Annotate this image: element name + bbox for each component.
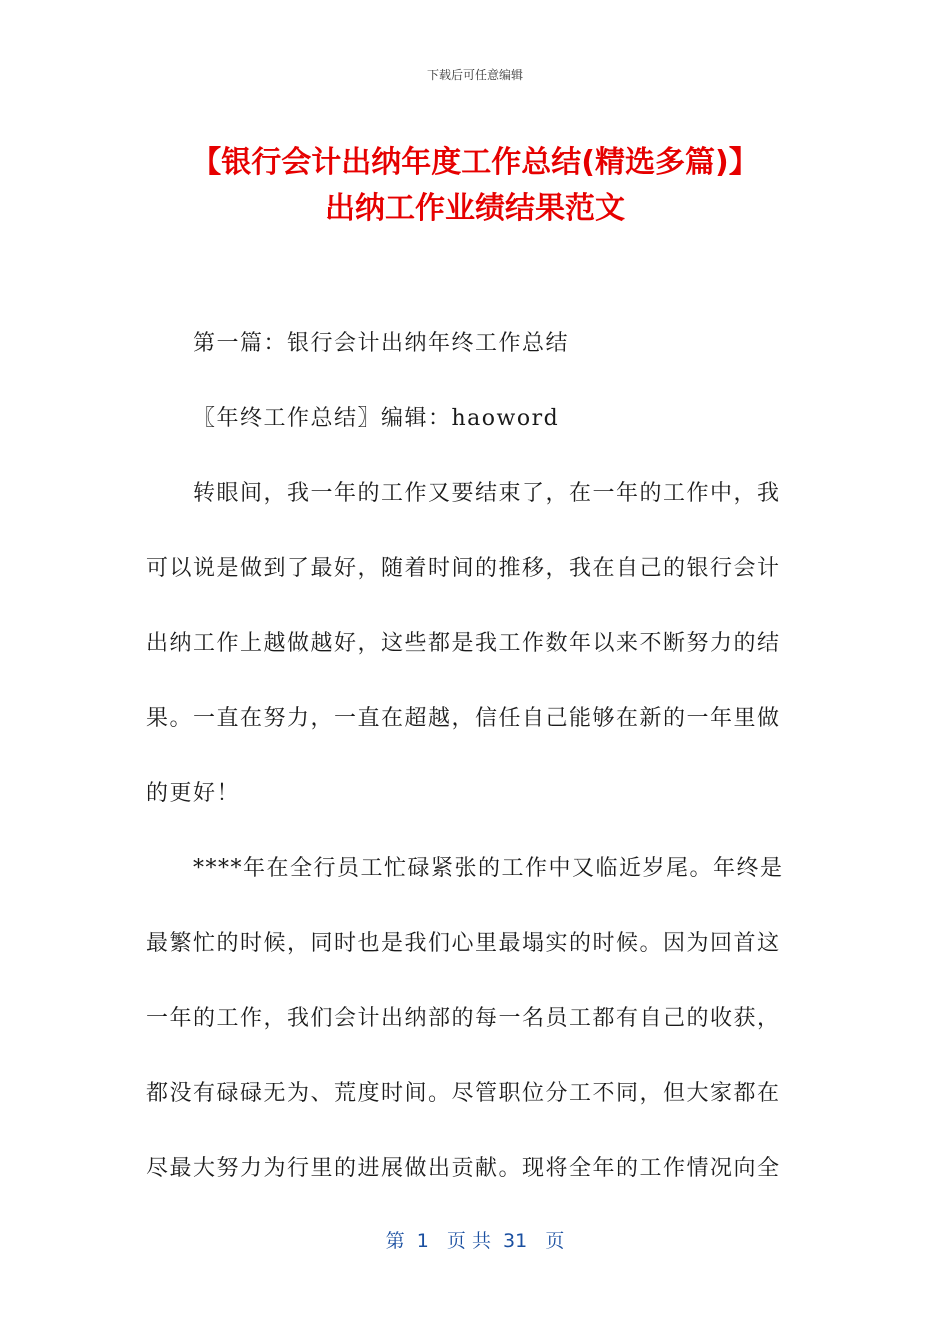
- paragraph-line: 一年的工作，我们会计出纳部的每一名员工都有自己的收获，: [146, 1006, 781, 1031]
- paragraph-line: 都没有碌碌无为、荒度时间。尽管职位分工不同，但大家都在: [146, 1081, 781, 1106]
- paragraph-line: 的更好！: [146, 781, 241, 806]
- title-line-2: 出纳工作业绩结果范文: [325, 191, 625, 226]
- editor-line: 〖年终工作总结〗编辑：haoword: [193, 406, 560, 431]
- paragraph-line: 果。一直在努力，一直在超越，信任自己能够在新的一年里做: [146, 706, 781, 731]
- paragraph-line: 转眼间，我一年的工作又要结束了，在一年的工作中，我: [193, 481, 781, 506]
- document-title: [60, 140, 890, 232]
- title-line-1: 【银行会计出纳年度工作总结(精选多篇)】: [191, 145, 759, 180]
- paragraph-line: ****年在全行员工忙碌紧张的工作中又临近岁尾。年终是: [193, 856, 784, 881]
- header-note: 下载后可任意编辑: [426, 68, 523, 82]
- paragraph-line: 可以说是做到了最好，随着时间的推移，我在自己的银行会计: [146, 556, 781, 581]
- paragraph-line: 尽最大努力为行里的进展做出贡献。现将全年的工作情况向全: [146, 1156, 781, 1181]
- body-text: [146, 325, 796, 1225]
- paragraph-line: 最繁忙的时候，同时也是我们心里最塌实的时候。因为回首这: [146, 931, 781, 956]
- paragraph-line: 出纳工作上越做越好，这些都是我工作数年以来不断努力的结: [146, 631, 781, 656]
- section-heading: 第一篇：银行会计出纳年终工作总结: [193, 331, 570, 356]
- page-footer: 第 1 页 共 31 页: [385, 1230, 565, 1252]
